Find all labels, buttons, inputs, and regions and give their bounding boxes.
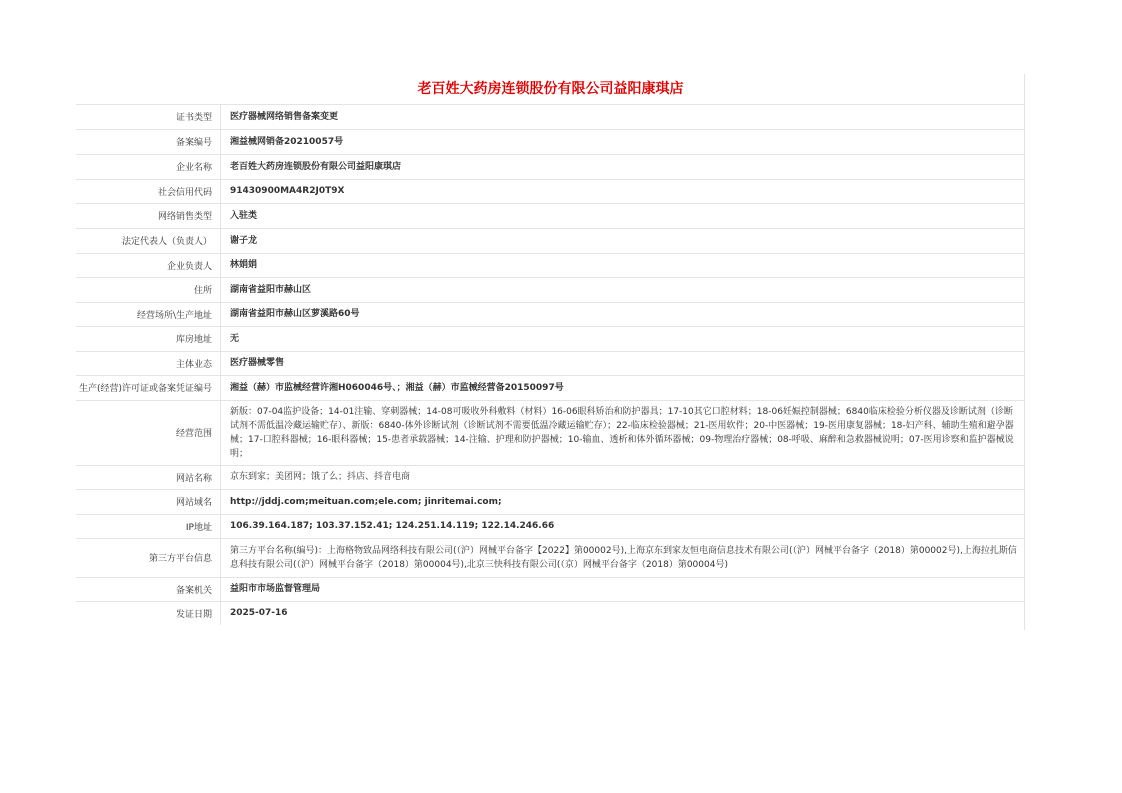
table-row	[76, 601, 1025, 625]
field-value: 林娟娟	[221, 253, 1026, 277]
table-row	[76, 105, 1025, 129]
table-row	[76, 154, 1025, 179]
field-value: 益阳市市场监督管理局	[221, 577, 1026, 601]
table-row	[76, 514, 1025, 538]
table-row	[76, 375, 1025, 400]
field-value: 湖南省益阳市赫山区萝溪路60号	[221, 302, 1026, 326]
table-row	[76, 302, 1025, 326]
field-label: 生产(经营)许可证或备案凭证编号	[76, 375, 221, 400]
field-label: 企业负责人	[76, 253, 221, 277]
field-label: 社会信用代码	[76, 179, 221, 203]
field-label: 发证日期	[76, 601, 221, 625]
table-row	[76, 577, 1025, 601]
field-label: 库房地址	[76, 326, 221, 351]
record-sheet	[76, 74, 1025, 625]
field-value: 湘益（赫）市监械经营许湘H060046号、；湘益（赫）市监械经营备20150097号	[221, 375, 1026, 400]
field-label: 网络销售类型	[76, 203, 221, 228]
field-label: 证书类型	[76, 105, 221, 129]
field-value: 湘益械网销备20210057号	[221, 129, 1026, 154]
field-value: 无	[221, 326, 1026, 351]
field-value: 新版：07-04监护设备；14-01注输、穿刺器械；14-08可吸收外科敷料（材料）16-06眼科矫治和防护器具；17-10其它口腔材料；18-06妊娠控制器械；6840临床检验分析仪器及诊断试剂（诊断试剂不需低温冷藏运输贮存）、新版：6840-体外诊断试剂（诊断试剂不需要低温冷藏运输贮存）；22-临床检验器械；21-医用软件；20-中医器械；19-医用康复器械；18-妇产科、辅助生殖和避孕器械；17-口腔科器械；16-眼科器械；15-患者承载器械；14-注输、护理和防护器械；10-输血、透析和体外循环器械；09-物理治疗器械；08-呼吸、麻醉和急救器械说明；07-医用诊察和监护器械说明；	[221, 400, 1026, 465]
table-row	[76, 538, 1025, 577]
field-label: IP地址	[76, 514, 221, 538]
table-row	[76, 465, 1025, 489]
field-label: 网站名称	[76, 465, 221, 489]
field-value: 湖南省益阳市赫山区	[221, 277, 1026, 302]
table-row	[76, 400, 1025, 465]
field-label: 网站域名	[76, 489, 221, 514]
table-row	[76, 489, 1025, 514]
field-value: 91430900MA4R2J0T9X	[221, 179, 1026, 203]
table-row	[76, 129, 1025, 154]
table-row	[76, 277, 1025, 302]
field-label: 法定代表人（负责人）	[76, 228, 221, 253]
field-label: 主体业态	[76, 351, 221, 375]
field-label: 经营场所\生产地址	[76, 302, 221, 326]
field-value: 医疗器械网络销售备案变更	[221, 105, 1026, 129]
field-value: 老百姓大药房连锁股份有限公司益阳康琪店	[221, 154, 1026, 179]
field-label: 备案编号	[76, 129, 221, 154]
table-row	[76, 326, 1025, 351]
field-value: 第三方平台名称(编号)：上海格物致品网络科技有限公司(（沪）网械平台备字【2022】第00002号),上海京东到家友恒电商信息技术有限公司(（沪）网械平台备字（2018）第00002号),上海拉扎斯信息科技有限公司(（沪）网械平台备字（2018）第00004号),北京三快科技有限公司(（京）网械平台备字（2018）第00004号)	[221, 538, 1026, 577]
table-row	[76, 351, 1025, 375]
table-row	[76, 253, 1025, 277]
record-table	[76, 105, 1025, 625]
table-row	[76, 179, 1025, 203]
field-value: 入驻类	[221, 203, 1026, 228]
field-value: 2025-07-16	[230, 608, 288, 619]
field-label: 经营范围	[76, 400, 221, 465]
field-label: 企业名称	[76, 154, 221, 179]
field-label: 备案机关	[76, 577, 221, 601]
field-value: http://jddj.com;meituan.com;ele.com; jinritemai.com;	[221, 489, 1026, 514]
field-value: 106.39.164.187; 103.37.152.41; 124.251.14.119; 122.14.246.66	[221, 514, 1026, 538]
page-title: 老百姓大药房连锁股份有限公司益阳康琪店	[76, 74, 1025, 105]
field-label: 第三方平台信息	[76, 538, 221, 577]
field-value: 谢子龙	[221, 228, 1026, 253]
table-row	[76, 203, 1025, 228]
field-label: 住所	[76, 277, 221, 302]
table-row	[76, 228, 1025, 253]
field-value: 京东到家；美团网；饿了么；抖店、抖音电商	[221, 465, 1026, 489]
field-value: 医疗器械零售	[221, 351, 1026, 375]
